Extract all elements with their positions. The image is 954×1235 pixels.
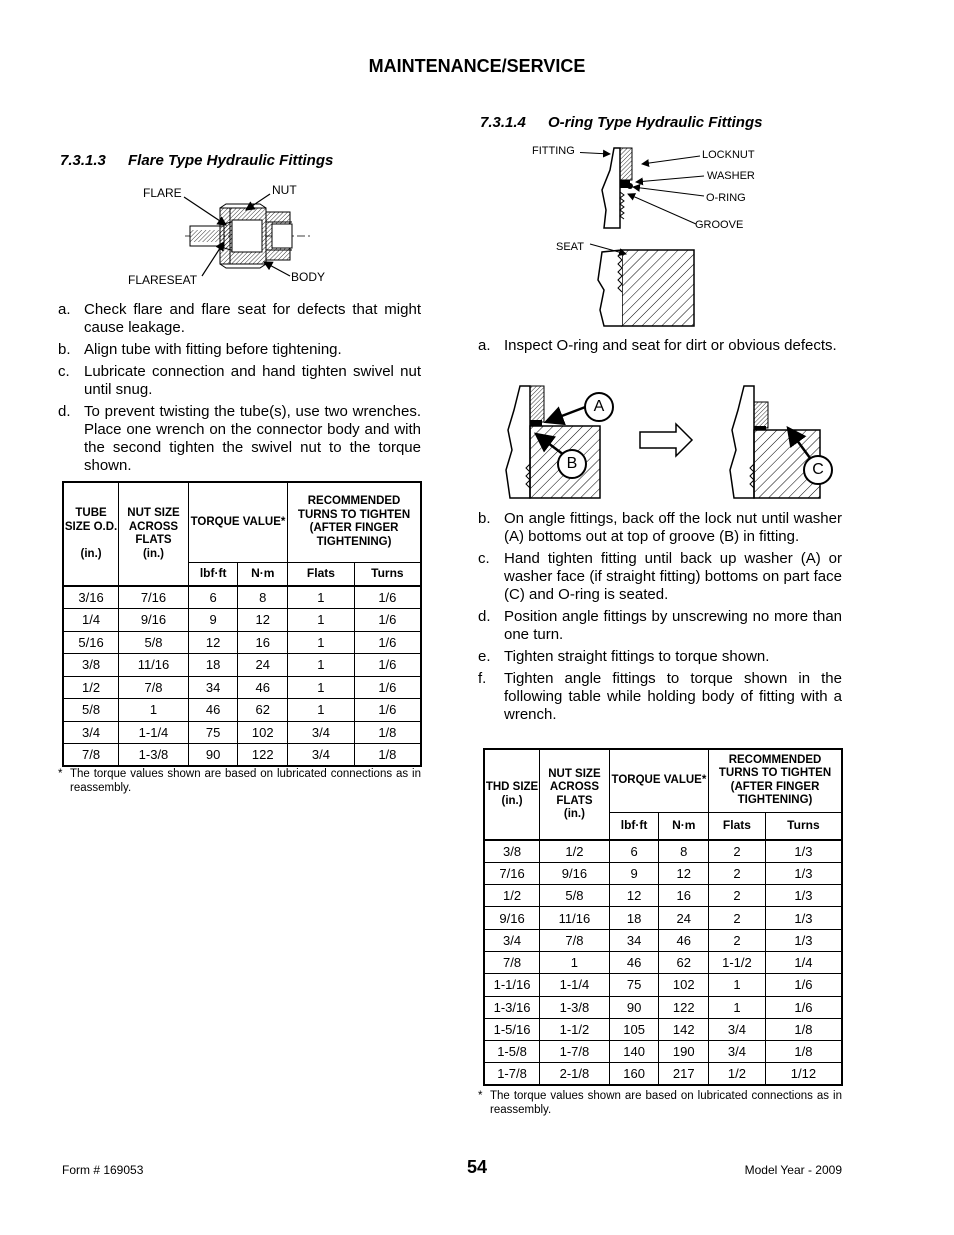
section-title: O-ring Type Hydraulic Fittings: [548, 114, 763, 131]
callout-b: B: [557, 449, 587, 479]
locknut-label: LOCKNUT: [702, 149, 755, 161]
table-cell: 8: [659, 840, 709, 862]
table-cell: 2: [709, 885, 766, 907]
flare-section-title: [60, 152, 333, 169]
table-cell: 1/12: [765, 1063, 842, 1085]
table-cell: 1-1/4: [540, 974, 610, 996]
table-cell: 1/6: [354, 631, 421, 654]
body-label: BODY: [291, 270, 326, 284]
table-cell: 6: [609, 840, 659, 862]
model-year: Model Year - 2009: [744, 1163, 842, 1177]
table-cell: 1-7/8: [484, 1063, 540, 1085]
oring-fitting-diagram: [580, 140, 720, 330]
table-cell: 190: [659, 1041, 709, 1063]
table-cell: 5/8: [540, 885, 610, 907]
table-cell: 9: [609, 862, 659, 884]
table-row: [484, 951, 842, 973]
list-item: d. To prevent twisting the tube(s), use two wrenches. Place one wrench on the connector body and with the second tighten the swivel nut to the torque shown.: [58, 403, 421, 474]
table-cell: 1/8: [765, 1018, 842, 1040]
col-header-tube-size: TUBE SIZE O.D. (in.): [63, 482, 119, 586]
table-cell: 1: [288, 609, 355, 632]
table-cell: 1: [540, 951, 610, 973]
page-header: MAINTENANCE/SERVICE: [368, 56, 586, 76]
table-cell: 1/8: [765, 1041, 842, 1063]
table-cell: 1/3: [765, 885, 842, 907]
table-cell: 46: [609, 951, 659, 973]
table-cell: 122: [238, 744, 288, 767]
table-cell: 1/2: [709, 1063, 766, 1085]
table-row: [484, 1018, 842, 1040]
callout-a: A: [584, 392, 614, 422]
table-cell: 1/6: [765, 996, 842, 1018]
page-number: 54: [466, 1157, 488, 1177]
list-item: c. Hand tighten fitting until back up washer (A) or washer face (if straight fitting) bottoms on part face (C) and O-ring is seated.: [478, 550, 842, 603]
table-cell: 1/3: [765, 862, 842, 884]
table-cell: 2: [709, 929, 766, 951]
list-item: b. Align tube with fitting before tightening.: [58, 341, 342, 358]
table-cell: 1/3: [765, 840, 842, 862]
table-cell: 3/8: [484, 840, 540, 862]
table-cell: 1/4: [63, 609, 119, 632]
table-cell: 1/6: [354, 699, 421, 722]
callout-c: C: [803, 455, 833, 485]
table-cell: 217: [659, 1063, 709, 1085]
table-cell: 142: [659, 1018, 709, 1040]
section-number: 7.3.1.3: [60, 152, 106, 169]
table-cell: 7/8: [484, 951, 540, 973]
table-cell: 1: [709, 996, 766, 1018]
table-cell: 3/16: [63, 586, 119, 609]
table-cell: 90: [609, 996, 659, 1018]
table-row: [484, 1063, 842, 1085]
table-cell: 7/8: [540, 929, 610, 951]
oring-installation-figure: [500, 380, 840, 504]
sub-header: N·m: [238, 562, 288, 586]
table-cell: 1: [288, 699, 355, 722]
col-header-torque: TORQUE VALUE*: [188, 482, 287, 562]
form-number: Form # 169053: [62, 1163, 144, 1177]
table-cell: 3/8: [63, 654, 119, 677]
table-cell: 3/4: [63, 721, 119, 744]
fitting-label: FITTING: [532, 145, 575, 157]
table-row: [63, 631, 421, 654]
table-cell: 7/16: [484, 862, 540, 884]
flare-torque-table: [62, 481, 422, 767]
table-cell: 3/4: [288, 721, 355, 744]
col-header-thd-size: THD SIZE (in.): [484, 749, 540, 840]
list-item: a. Check flare and flare seat for defects that might cause leakage.: [58, 301, 421, 336]
table-cell: 122: [659, 996, 709, 1018]
table-cell: 7/8: [63, 744, 119, 767]
table-cell: 1/6: [354, 676, 421, 699]
table-cell: 140: [609, 1041, 659, 1063]
table-cell: 2-1/8: [540, 1063, 610, 1085]
list-item: b. On angle fittings, back off the lock nut until washer (A) bottoms out at top of groove (B) in fitting.: [478, 510, 842, 545]
oring-label: O-RING: [706, 192, 746, 204]
table-cell: 34: [609, 929, 659, 951]
table-cell: 9/16: [484, 907, 540, 929]
sub-header: lbf·ft: [609, 812, 659, 840]
table-cell: 12: [659, 862, 709, 884]
table-cell: 12: [238, 609, 288, 632]
table-cell: 1/4: [765, 951, 842, 973]
table-row: [484, 862, 842, 884]
washer-label: WASHER: [707, 170, 755, 182]
table-cell: 12: [188, 631, 238, 654]
table-row: [484, 1041, 842, 1063]
table-cell: 1/3: [765, 929, 842, 951]
table-cell: 11/16: [119, 654, 189, 677]
table-cell: 1/2: [484, 885, 540, 907]
table-cell: 1/2: [540, 840, 610, 862]
table-row: [484, 974, 842, 996]
table-cell: 1/6: [354, 654, 421, 677]
table-cell: 90: [188, 744, 238, 767]
table-cell: 1-1/2: [709, 951, 766, 973]
section-title: Flare Type Hydraulic Fittings: [128, 152, 334, 169]
sub-header: Flats: [288, 562, 355, 586]
table-cell: 1/3: [765, 907, 842, 929]
flare-steps: [58, 301, 421, 479]
table-cell: 1: [288, 631, 355, 654]
table-cell: 5/8: [63, 699, 119, 722]
table-cell: 1-1/4: [119, 721, 189, 744]
groove-label: GROOVE: [695, 219, 744, 231]
list-item: c. Lubricate connection and hand tighten swivel nut until snug.: [58, 363, 421, 398]
table-cell: 6: [188, 586, 238, 609]
table-cell: 16: [659, 885, 709, 907]
table-cell: 46: [238, 676, 288, 699]
table-cell: 75: [188, 721, 238, 744]
seat-label: SEAT: [556, 241, 584, 253]
nut-label: NUT: [272, 183, 297, 197]
oring-steps: [478, 510, 842, 728]
table-cell: 1-1/16: [484, 974, 540, 996]
table-cell: 62: [659, 951, 709, 973]
table-cell: 16: [238, 631, 288, 654]
table-row: [63, 721, 421, 744]
table-cell: 34: [188, 676, 238, 699]
sub-header: N·m: [659, 812, 709, 840]
section-number: 7.3.1.4: [480, 114, 526, 131]
flareseat-label: FLARESEAT: [128, 273, 198, 287]
table-cell: 102: [238, 721, 288, 744]
table-row: [63, 654, 421, 677]
oring-table-footnote: * The torque values shown are based on lubricated connections as in reassembly.: [478, 1090, 842, 1116]
oring-step-a: [478, 337, 842, 359]
table-cell: 46: [188, 699, 238, 722]
table-row: [63, 699, 421, 722]
table-cell: 8: [238, 586, 288, 609]
table-cell: 1-1/2: [540, 1018, 610, 1040]
table-row: [63, 586, 421, 609]
sub-header: Turns: [354, 562, 421, 586]
col-header-turns: RECOMMENDED TURNS TO TIGHTEN (AFTER FINGER TIGHTENING): [709, 749, 842, 812]
table-cell: 1: [288, 676, 355, 699]
col-header-nut-size: NUT SIZE ACROSS FLATS (in.): [119, 482, 189, 586]
table-cell: 1/2: [63, 676, 119, 699]
table-row: [484, 885, 842, 907]
table-cell: 1-5/16: [484, 1018, 540, 1040]
table-cell: 11/16: [540, 907, 610, 929]
table-cell: 2: [709, 862, 766, 884]
table-row: [484, 907, 842, 929]
table-row: [484, 840, 842, 862]
table-cell: 2: [709, 907, 766, 929]
table-cell: 2: [709, 840, 766, 862]
oring-installation-diagram: [500, 380, 840, 504]
table-cell: 12: [609, 885, 659, 907]
table-row: [63, 744, 421, 767]
oring-torque-table: [483, 748, 843, 1086]
table-cell: 1/6: [765, 974, 842, 996]
table-cell: 1: [288, 654, 355, 677]
sub-header: lbf·ft: [188, 562, 238, 586]
sub-header: Flats: [709, 812, 766, 840]
table-cell: 5/16: [63, 631, 119, 654]
table-cell: 1: [119, 699, 189, 722]
table-cell: 1-3/8: [540, 996, 610, 1018]
table-cell: 160: [609, 1063, 659, 1085]
table-cell: 75: [609, 974, 659, 996]
table-row: [484, 996, 842, 1018]
col-header-nut-size: NUT SIZE ACROSS FLATS (in.): [540, 749, 610, 840]
table-cell: 1-3/16: [484, 996, 540, 1018]
table-cell: 62: [238, 699, 288, 722]
col-header-turns: RECOMMENDED TURNS TO TIGHTEN (AFTER FINGER TIGHTENING): [288, 482, 421, 562]
table-cell: 1/6: [354, 609, 421, 632]
list-item: f. Tighten angle fittings to torque shown in the following table while holding body of fitting with a wrench.: [478, 670, 842, 723]
table-cell: 18: [188, 654, 238, 677]
table-cell: 1-3/8: [119, 744, 189, 767]
table-cell: 7/16: [119, 586, 189, 609]
table-cell: 1/6: [354, 586, 421, 609]
table-cell: 24: [659, 907, 709, 929]
table-row: [63, 609, 421, 632]
list-item: e. Tighten straight fittings to torque shown.: [478, 648, 770, 665]
oring-fitting-figure: [580, 140, 720, 330]
table-cell: 24: [238, 654, 288, 677]
table-row: [63, 676, 421, 699]
table-cell: 3/4: [709, 1018, 766, 1040]
table-cell: 1: [288, 586, 355, 609]
table-row: [484, 929, 842, 951]
flare-label: FLARE: [143, 186, 182, 200]
table-cell: 1: [709, 974, 766, 996]
list-item: d. Position angle fittings by unscrewing no more than one turn.: [478, 608, 842, 643]
table-cell: 9/16: [119, 609, 189, 632]
table-cell: 18: [609, 907, 659, 929]
table-cell: 1/8: [354, 744, 421, 767]
table-cell: 7/8: [119, 676, 189, 699]
table-cell: 105: [609, 1018, 659, 1040]
table-cell: 9/16: [540, 862, 610, 884]
sub-header: Turns: [765, 812, 842, 840]
flare-table-footnote: * The torque values shown are based on lubricated connections as in reassembly.: [58, 768, 421, 794]
table-cell: 1/8: [354, 721, 421, 744]
table-cell: 3/4: [484, 929, 540, 951]
col-header-torque: TORQUE VALUE*: [609, 749, 708, 812]
list-item: a. Inspect O-ring and seat for dirt or obvious defects.: [478, 337, 837, 354]
table-cell: 9: [188, 609, 238, 632]
table-cell: 1-5/8: [484, 1041, 540, 1063]
oring-section-title: [480, 114, 762, 131]
table-cell: 3/4: [288, 744, 355, 767]
table-cell: 102: [659, 974, 709, 996]
table-cell: 3/4: [709, 1041, 766, 1063]
table-cell: 46: [659, 929, 709, 951]
table-cell: 5/8: [119, 631, 189, 654]
table-cell: 1-7/8: [540, 1041, 610, 1063]
